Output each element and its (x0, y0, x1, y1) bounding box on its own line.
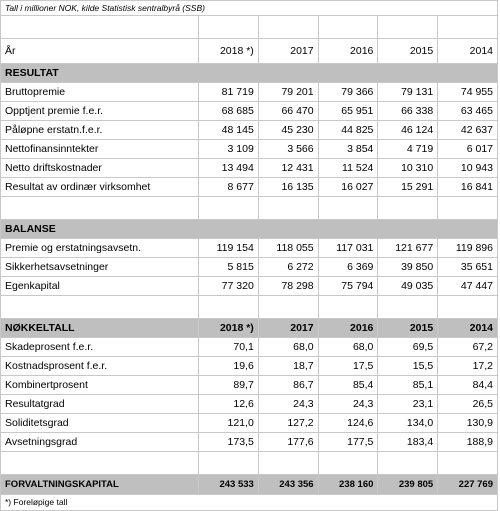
row-value: 177,5 (318, 433, 378, 452)
row-value: 124,6 (318, 414, 378, 433)
year-header-cell: 2018 *) (199, 39, 259, 64)
year-header-row (1, 39, 498, 64)
spacer-row (1, 16, 498, 39)
section-title: RESULTAT (1, 64, 498, 83)
spacer-row (1, 296, 498, 319)
row-value: 69,5 (378, 338, 438, 357)
row-value: 74 955 (438, 83, 498, 102)
row-value: 18,7 (258, 357, 318, 376)
row-value: 77 320 (199, 277, 259, 296)
row-value: 134,0 (378, 414, 438, 433)
table-row (1, 414, 498, 433)
row-value: 79 201 (258, 83, 318, 102)
row-label: Netto driftskostnader (1, 159, 199, 178)
row-value: 23,1 (378, 395, 438, 414)
forvaltningskapital-label: FORVALTNINGSKAPITAL (1, 475, 199, 495)
row-value: 130,9 (438, 414, 498, 433)
row-value: 78 298 (258, 277, 318, 296)
row-value: 6 369 (318, 258, 378, 277)
row-value: 46 124 (378, 121, 438, 140)
row-value: 39 850 (378, 258, 438, 277)
footnote: *) Foreløpige tall (1, 495, 498, 511)
row-value: 6 272 (258, 258, 318, 277)
row-label: Soliditetsgrad (1, 414, 199, 433)
table-row (1, 357, 498, 376)
row-value: 11 524 (318, 159, 378, 178)
section-header-resultat (1, 64, 498, 83)
row-value: 68 685 (199, 102, 259, 121)
table-row (1, 83, 498, 102)
row-label: Skadeprosent f.e.r. (1, 338, 199, 357)
row-label: Kombinertprosent (1, 376, 199, 395)
row-label: Opptjent premie f.e.r. (1, 102, 199, 121)
section-title: NØKKELTALL (1, 319, 199, 338)
row-value: 42 637 (438, 121, 498, 140)
forvaltningskapital-value: 227 769 (438, 475, 498, 495)
table-row (1, 159, 498, 178)
year-header-label: År (1, 39, 199, 64)
year-header-cell: 2017 (258, 39, 318, 64)
row-label: Egenkapital (1, 277, 199, 296)
table-row (1, 258, 498, 277)
row-value: 79 366 (318, 83, 378, 102)
row-label: Bruttopremie (1, 83, 199, 102)
spacer-row (1, 452, 498, 475)
row-value: 35 651 (438, 258, 498, 277)
row-value: 15 291 (378, 178, 438, 197)
row-value: 84,4 (438, 376, 498, 395)
row-label: Nettofinansinntekter (1, 140, 199, 159)
row-value: 188,9 (438, 433, 498, 452)
row-label: Kostnadsprosent f.e.r. (1, 357, 199, 376)
row-label: Påløpne erstatn.f.e.r. (1, 121, 199, 140)
row-value: 3 566 (258, 140, 318, 159)
year-header-cell: 2016 (318, 39, 378, 64)
row-value: 47 447 (438, 277, 498, 296)
row-value: 119 896 (438, 239, 498, 258)
row-label: Resultat av ordinær virksomhet (1, 178, 199, 197)
row-value: 177,6 (258, 433, 318, 452)
row-value: 49 035 (378, 277, 438, 296)
section-title: BALANSE (1, 220, 498, 239)
row-value: 85,1 (378, 376, 438, 395)
row-label: Resultatgrad (1, 395, 199, 414)
footnote-row (1, 495, 498, 511)
balanse-rows (1, 239, 498, 296)
row-value: 15,5 (378, 357, 438, 376)
row-value: 66 338 (378, 102, 438, 121)
row-value: 24,3 (318, 395, 378, 414)
row-value: 48 145 (199, 121, 259, 140)
row-value: 86,7 (258, 376, 318, 395)
row-value: 17,2 (438, 357, 498, 376)
row-value: 45 230 (258, 121, 318, 140)
row-value: 75 794 (318, 277, 378, 296)
row-value: 3 854 (318, 140, 378, 159)
row-label: Sikkerhetsavsetninger (1, 258, 199, 277)
row-value: 173,5 (199, 433, 259, 452)
year-header-cell: 2015 (378, 39, 438, 64)
row-value: 26,5 (438, 395, 498, 414)
nokkeltall-year-cell: 2018 *) (199, 319, 259, 338)
row-value: 19,6 (199, 357, 259, 376)
row-value: 85,4 (318, 376, 378, 395)
table-row (1, 433, 498, 452)
row-value: 8 677 (199, 178, 259, 197)
row-label: Premie og erstatningsavsetn. (1, 239, 199, 258)
year-header-cell: 2014 (438, 39, 498, 64)
table-row (1, 338, 498, 357)
row-value: 44 825 (318, 121, 378, 140)
section-header-balanse (1, 220, 498, 239)
row-value: 16 841 (438, 178, 498, 197)
table-row (1, 121, 498, 140)
nokkeltall-year-cell: 2017 (258, 319, 318, 338)
row-value: 89,7 (199, 376, 259, 395)
row-value: 10 943 (438, 159, 498, 178)
nokkeltall-year-cell: 2015 (378, 319, 438, 338)
row-value: 13 494 (199, 159, 259, 178)
row-value: 12 431 (258, 159, 318, 178)
row-value: 117 031 (318, 239, 378, 258)
forvaltningskapital-row (1, 475, 498, 495)
forvaltningskapital-value: 238 160 (318, 475, 378, 495)
source-note-row (1, 1, 498, 16)
row-value: 183,4 (378, 433, 438, 452)
row-value: 16 135 (258, 178, 318, 197)
row-value: 79 131 (378, 83, 438, 102)
row-value: 24,3 (258, 395, 318, 414)
row-value: 121 677 (378, 239, 438, 258)
resultat-rows (1, 83, 498, 197)
row-value: 81 719 (199, 83, 259, 102)
row-value: 65 951 (318, 102, 378, 121)
forvaltningskapital-value: 239 805 (378, 475, 438, 495)
table-row (1, 376, 498, 395)
row-value: 16 027 (318, 178, 378, 197)
section-header-nokkeltall (1, 319, 498, 338)
nokkeltall-rows (1, 338, 498, 452)
table-row (1, 140, 498, 159)
row-value: 4 719 (378, 140, 438, 159)
row-value: 127,2 (258, 414, 318, 433)
table-row (1, 178, 498, 197)
row-value: 68,0 (318, 338, 378, 357)
row-value: 10 310 (378, 159, 438, 178)
forvaltningskapital-value: 243 533 (199, 475, 259, 495)
row-value: 118 055 (258, 239, 318, 258)
row-label: Avsetningsgrad (1, 433, 199, 452)
spacer-row (1, 197, 498, 220)
row-value: 70,1 (199, 338, 259, 357)
row-value: 12,6 (199, 395, 259, 414)
row-value: 67,2 (438, 338, 498, 357)
row-value: 119 154 (199, 239, 259, 258)
nokkeltall-year-cell: 2014 (438, 319, 498, 338)
row-value: 63 465 (438, 102, 498, 121)
row-value: 5 815 (199, 258, 259, 277)
row-value: 66 470 (258, 102, 318, 121)
table-row (1, 102, 498, 121)
row-value: 17,5 (318, 357, 378, 376)
row-value: 68,0 (258, 338, 318, 357)
nokkeltall-year-cell: 2016 (318, 319, 378, 338)
row-value: 121,0 (199, 414, 259, 433)
source-note: Tall i millioner NOK, kilde Statistisk sentralbyrå (SSB) (1, 1, 498, 16)
row-value: 3 109 (199, 140, 259, 159)
table-row (1, 239, 498, 258)
table-row (1, 277, 498, 296)
table-row (1, 395, 498, 414)
forvaltningskapital-value: 243 356 (258, 475, 318, 495)
row-value: 6 017 (438, 140, 498, 159)
